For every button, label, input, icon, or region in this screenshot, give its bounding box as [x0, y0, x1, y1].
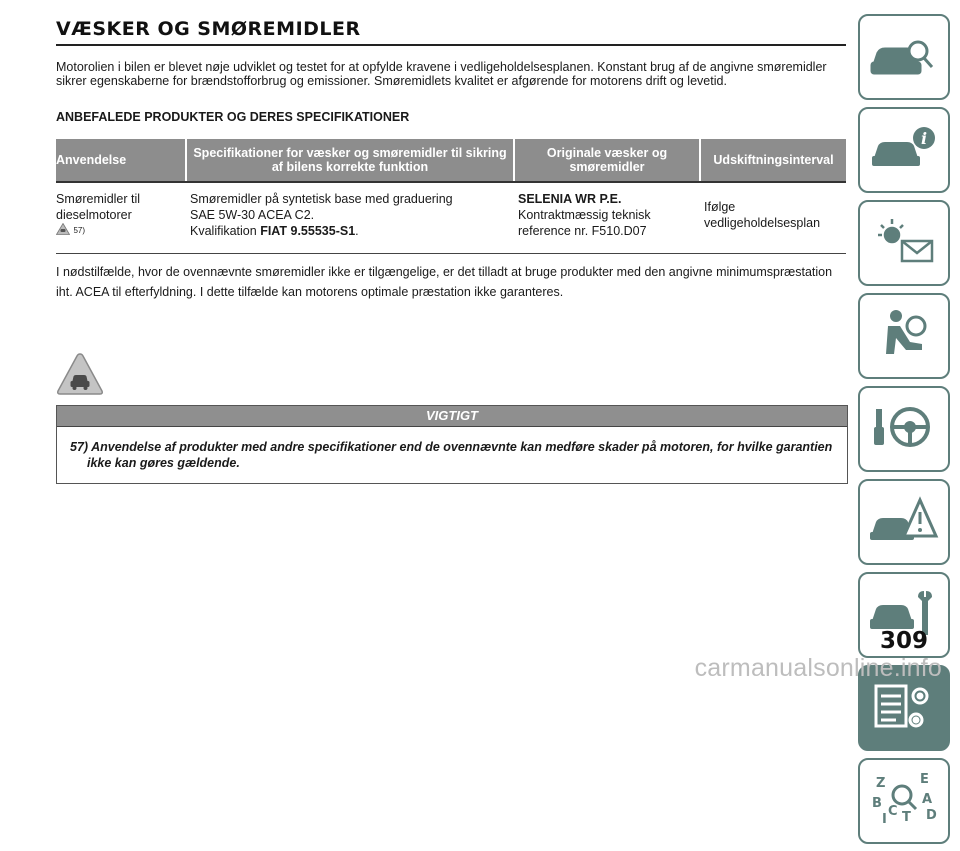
emergency-icon: [866, 490, 942, 555]
table-header-row: [56, 139, 846, 182]
table-row: [56, 182, 846, 254]
spec-line-2: SAE 5W-30 ACEA C2.: [190, 208, 315, 222]
main-content: [56, 18, 846, 302]
tab-index[interactable]: [858, 758, 950, 844]
section-subheading: ANBEFALEDE PRODUKTER OG DERES SPECIFIKATIONER: [56, 110, 410, 124]
page-number: 309: [879, 628, 928, 654]
column-header-interval: Udskiftningsinterval: [700, 139, 846, 182]
use-reference: [56, 223, 182, 239]
interval-line-2: vedligeholdelsesplan: [704, 216, 821, 230]
product-line-3: reference nr. F510.D07: [518, 224, 647, 238]
qualification-suffix: .: [355, 224, 359, 238]
index-letter: E: [920, 771, 929, 787]
cell-use: [56, 182, 186, 254]
cell-original-fluid: [514, 182, 700, 254]
watermark: carmanualsonline.info: [694, 654, 942, 682]
use-line-1: Smøremidler til: [56, 192, 141, 206]
tab-safety[interactable]: [858, 293, 950, 379]
chapter-tab-bar: [858, 14, 950, 851]
use-line-2: dieselmotorer: [56, 208, 132, 222]
column-header-original-fluids: Originale væsker og smøremidler: [514, 139, 700, 182]
airbag-seat-icon: [866, 304, 942, 369]
tab-car-info[interactable]: [858, 107, 950, 193]
warning-box: [56, 405, 848, 484]
index-letter: C: [888, 803, 898, 819]
page-title: VÆSKER OG SMØREMIDLER: [56, 18, 846, 46]
steering-wheel-icon: [866, 397, 942, 462]
index-letter: T: [902, 809, 911, 825]
car-info-icon: [866, 118, 942, 183]
warning-triangle-large-icon: [56, 352, 104, 401]
interval-line-1: Ifølge: [704, 200, 736, 214]
svg-text:i: i: [921, 128, 928, 148]
footnote-reference: 57): [73, 226, 86, 235]
index-letter: B: [872, 795, 882, 811]
index-icon: [866, 769, 942, 834]
intro-paragraph: Motorolien i bilen er blevet nøje udviklet og testet for at opfylde kravene i vedligeholdelsesplanen. Konstant brug af de angivne smøremidler sikrer egenskaberne for brændstofforbrug og emissioner. Smøremidlets kvalitet er afgørende for motorens drift og levetid.: [56, 60, 827, 88]
note-paragraph: I nødstilfælde, hvor de ovennævnte smøremidler ikke er tilgængelige, er det tilladt at bruge produkter med den angivne minimumspræstation iht. ACEA til efterfyldning. I dette tilfælde kan motorens optimale præstation ikke garanteres.: [56, 265, 833, 299]
spec-qualification: [190, 223, 510, 239]
tab-warning-lights[interactable]: [858, 200, 950, 286]
warning-lights-icon: [866, 211, 942, 276]
column-header-specification: Specifikationer for væsker og smøremidler til sikring af bilens korrekte funktion: [186, 139, 514, 182]
tab-car-overview[interactable]: [858, 14, 950, 100]
cell-interval: [700, 182, 846, 254]
spec-line-1: Smøremidler på syntetisk base med graduering: [190, 192, 453, 206]
warning-text: 57) Anvendelse af produkter med andre specifikationer end de ovennævnte kan medføre skader på motoren, for hvilke garantien ikke kan gøres gældende.: [70, 440, 833, 470]
tab-driving[interactable]: [858, 386, 950, 472]
column-header-use: Anvendelse: [56, 139, 186, 182]
qualification-code: FIAT 9.55535-S1: [260, 224, 356, 238]
car-search-icon: [866, 25, 942, 90]
index-letter: I: [882, 811, 887, 827]
index-letter: Z: [876, 775, 886, 791]
product-name: SELENIA WR P.E.: [518, 192, 622, 206]
technical-data-icon: [866, 676, 942, 741]
cell-specification: [186, 182, 514, 254]
warning-triangle-icon: [56, 223, 70, 239]
tab-emergency[interactable]: [858, 479, 950, 565]
index-letter: D: [926, 807, 937, 823]
product-line-2: Kontraktmæssig teknisk: [518, 208, 651, 222]
qualification-label: Kvalifikation: [190, 224, 261, 238]
index-letter: A: [922, 791, 933, 807]
specification-table: [56, 139, 846, 254]
warning-heading: VIGTIGT: [57, 406, 847, 427]
